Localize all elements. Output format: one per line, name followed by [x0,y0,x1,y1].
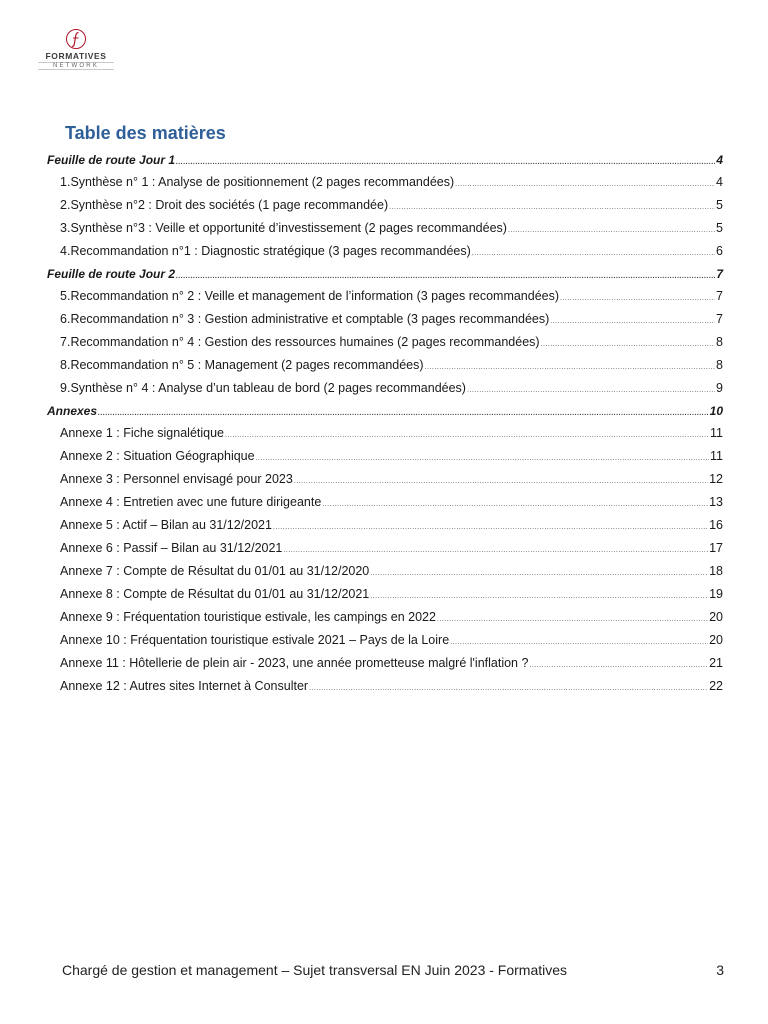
toc-entry-link[interactable] [47,217,723,240]
brand-logo [38,28,114,70]
toc-entry-link[interactable] [47,285,723,308]
toc-entry-number: 9. [60,381,71,395]
toc-entry-number: 5. [60,289,71,303]
toc-dot-leader [437,608,708,631]
toc-entry-link[interactable] [47,491,723,514]
toc-entry-label: Annexe 3 : Personnel envisagé pour 2023 [60,472,293,486]
toc-entry-link[interactable] [47,652,723,675]
table-of-contents [47,149,723,698]
toc-entry-label: Recommandation n°1 : Diagnostic stratégique (3 pages recommandées) [70,244,471,258]
toc-page-number: 7 [716,289,723,303]
toc-entry-number: 4. [60,244,71,258]
toc-entry-number: 1. [60,175,71,189]
toc-dot-leader [322,493,708,516]
toc-dot-leader [389,196,715,219]
toc-page-number: 4 [716,153,723,167]
footer-page-number: 3 [716,962,724,978]
toc-dot-leader [225,424,709,447]
toc-entry-link[interactable] [47,171,723,194]
toc-title: Table des matières [65,123,226,143]
toc-page-number: 20 [709,633,723,647]
toc-page-number: 20 [709,610,723,624]
toc-entry-label: Synthèse n° 1 : Analyse de positionnement (2 pages recommandées) [70,175,455,189]
toc-entry-link[interactable] [47,377,723,400]
toc-dot-leader [455,173,715,196]
toc-entry-label: Annexe 8 : Compte de Résultat du 01/01 au 31/12/2021 [60,587,370,601]
toc-page-number: 18 [709,564,723,578]
toc-dot-leader [450,631,708,654]
toc-page-number: 7 [716,267,723,281]
toc-entry-label: Recommandation n° 5 : Management (2 pages recommandées) [70,358,424,372]
toc-entry-link[interactable] [47,308,723,331]
toc-page-number: 21 [709,656,723,670]
toc-entry-label: Recommandation n° 3 : Gestion administrative et comptable (3 pages recommandées) [70,312,550,326]
footer-text: Chargé de gestion et management – Sujet transversal EN Juin 2023 - Formatives [62,962,568,978]
toc-entry-label: Annexe 10 : Fréquentation touristique estivale 2021 – Pays de la Loire [60,633,450,647]
toc-page-number: 19 [709,587,723,601]
toc-entry-label: Annexe 9 : Fréquentation touristique estivale, les campings en 2022 [60,610,436,624]
toc-dot-leader [294,470,708,493]
toc-entry-label: Synthèse n°3 : Veille et opportunité d’investissement (2 pages recommandées) [70,221,507,235]
page-footer [62,962,724,978]
toc-entry-link[interactable] [47,583,723,606]
toc-page-number: 22 [709,679,723,693]
toc-entry-link[interactable] [47,422,723,445]
toc-dot-leader [472,242,715,265]
toc-entry-label: Annexe 7 : Compte de Résultat du 01/01 au 31/12/2020 [60,564,370,578]
toc-entry-number: 3. [60,221,71,235]
toc-page-number: 10 [709,404,723,418]
toc-page-number: 7 [716,312,723,326]
toc-page-number: 6 [716,244,723,258]
toc-page-number: 8 [716,335,723,349]
toc-dot-leader [370,585,708,608]
toc-page-number: 9 [716,381,723,395]
toc-entry-label: Synthèse n°2 : Droit des sociétés (1 page recommandée) [70,198,389,212]
toc-entry-number: 2. [60,198,71,212]
toc-section-link[interactable] [47,149,723,171]
toc-entry-link[interactable] [47,675,723,698]
brand-name: FORMATIVES [45,51,107,61]
toc-entry-label: Annexe 1 : Fiche signalétique [60,426,224,440]
toc-entry-label: Synthèse n° 4 : Analyse d’un tableau de bord (2 pages recommandées) [70,381,466,395]
toc-page-number: 11 [710,449,723,463]
toc-entry-number: 8. [60,358,71,372]
toc-page-number: 11 [710,426,723,440]
formatives-logo-icon [65,28,87,50]
toc-entry-label: Annexes [47,404,98,418]
toc-entry-link[interactable] [47,240,723,263]
toc-dot-leader [541,333,715,356]
toc-entry-label: Annexe 4 : Entretien avec une future dirigeante [60,495,322,509]
toc-dot-leader [560,287,715,310]
toc-page-number: 4 [716,175,723,189]
toc-entry-link[interactable] [47,445,723,468]
toc-entry-label: Recommandation n° 2 : Veille et management de l’information (3 pages recommandées) [70,289,560,303]
toc-dot-leader [370,562,708,585]
brand-subtitle: NETWORK [38,62,114,70]
toc-entry-link[interactable] [47,194,723,217]
toc-dot-leader [283,539,708,562]
toc-dot-leader [256,447,709,470]
toc-entry-link[interactable] [47,537,723,560]
toc-entry-link[interactable] [47,354,723,377]
toc-dot-leader [508,219,715,242]
toc-dot-leader [467,379,715,402]
toc-entry-link[interactable] [47,514,723,537]
toc-entry-link[interactable] [47,468,723,491]
toc-entry-label: Recommandation n° 4 : Gestion des ressources humaines (2 pages recommandées) [70,335,540,349]
toc-entry-link[interactable] [47,629,723,652]
toc-entry-label: Feuille de route Jour 1 [47,153,176,167]
toc-entry-label: Annexe 11 : Hôtellerie de plein air - 2023, une année prometteuse malgré l'inflation ? [60,656,529,670]
toc-page-number: 13 [709,495,723,509]
toc-entry-link[interactable] [47,606,723,629]
toc-page-number: 16 [709,518,723,532]
toc-entry-number: 6. [60,312,71,326]
toc-section-link[interactable] [47,263,723,285]
toc-section-link[interactable] [47,400,723,422]
toc-dot-leader [529,654,708,677]
toc-dot-leader [425,356,716,379]
toc-entry-link[interactable] [47,560,723,583]
toc-page-number: 5 [716,221,723,235]
toc-dot-leader [550,310,715,333]
toc-page-number: 8 [716,358,723,372]
toc-entry-link[interactable] [47,331,723,354]
toc-entry-label: Annexe 6 : Passif – Bilan au 31/12/2021 [60,541,283,555]
toc-entry-label: Annexe 2 : Situation Géographique [60,449,255,463]
toc-page-number: 12 [709,472,723,486]
toc-page-number: 17 [709,541,723,555]
toc-entry-label: Feuille de route Jour 2 [47,267,176,281]
toc-dot-leader [273,516,708,539]
toc-entry-label: Annexe 5 : Actif – Bilan au 31/12/2021 [60,518,272,532]
toc-dot-leader [309,677,708,700]
toc-entry-label: Annexe 12 : Autres sites Internet à Consulter [60,679,309,693]
toc-entry-number: 7. [60,335,71,349]
toc-page-number: 5 [716,198,723,212]
